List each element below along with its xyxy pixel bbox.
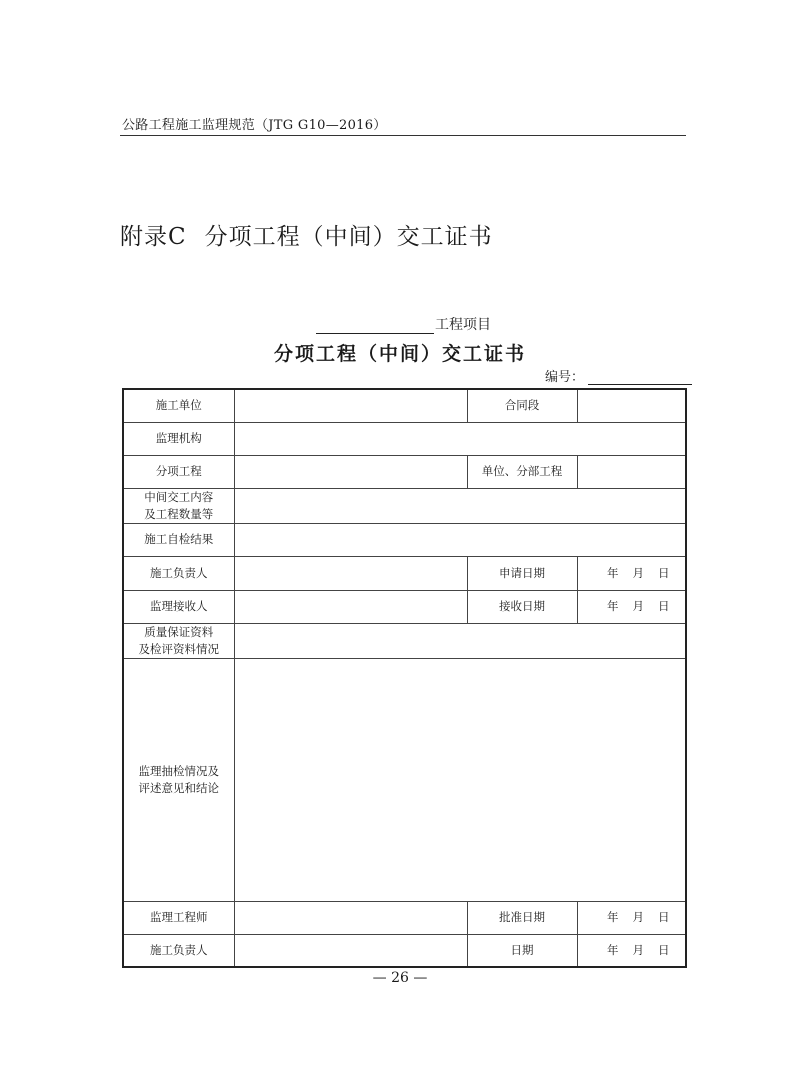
table-row [123,658,686,901]
appendix-title [120,218,493,251]
table-row [123,455,686,488]
table-row [123,556,686,590]
quality-docs-value[interactable] [234,623,686,658]
page-number: — 26 — [372,970,428,986]
inspection-label: 监理抽检情况及 评述意见和结论 [123,658,234,901]
table-row [123,523,686,556]
date-label: 日期 [467,934,577,967]
form-title: 分项工程（中间）交工证书 [273,343,526,365]
receive-date-label: 接收日期 [467,590,577,623]
sub-item-label: 分项工程 [123,455,234,488]
project-name-blank[interactable] [316,317,434,334]
sub-item-value[interactable] [234,455,467,488]
table-row [123,590,686,623]
supervision-engineer-label: 监理工程师 [123,901,234,934]
project-name-line [316,314,491,334]
construction-lead-2-value[interactable] [234,934,467,967]
number-label: 编号： [545,370,585,385]
supervision-receiver-value[interactable] [234,590,467,623]
project-suffix: 工程项目 [435,317,491,333]
quality-docs-label: 质量保证资料 及检评资料情况 [123,623,234,658]
supervision-engineer-value[interactable] [234,901,467,934]
table-row [123,623,686,658]
apply-date-value[interactable]: 年 月 日 [577,556,686,590]
unit-division-label: 单位、分部工程 [467,455,577,488]
contract-section-label: 合同段 [467,389,577,422]
interim-content-value[interactable] [234,488,686,523]
construction-unit-value[interactable] [234,389,467,422]
construction-lead-label: 施工负责人 [123,556,234,590]
unit-division-value[interactable] [577,455,686,488]
number-line [545,366,692,385]
running-header: 公路工程施工监理规范（JTG G10—2016） [122,118,387,133]
approve-date-label: 批准日期 [467,901,577,934]
receive-date-value[interactable]: 年 月 日 [577,590,686,623]
interim-content-label: 中间交工内容 及工程数量等 [123,488,234,523]
appendix-label: 附录C [120,224,187,250]
table-row [123,901,686,934]
contract-section-value[interactable] [577,389,686,422]
table-row [123,934,686,967]
number-blank[interactable] [588,370,692,385]
table-row [123,422,686,455]
construction-lead-2-label: 施工负责人 [123,934,234,967]
self-check-value[interactable] [234,523,686,556]
supervision-receiver-label: 监理接收人 [123,590,234,623]
appendix-title-text: 分项工程（中间）交工证书 [204,224,493,250]
self-check-label: 施工自检结果 [123,523,234,556]
construction-lead-value[interactable] [234,556,467,590]
table-row [123,389,686,422]
construction-unit-label: 施工单位 [123,389,234,422]
certificate-table [122,388,687,968]
apply-date-label: 申请日期 [467,556,577,590]
header-rule [120,135,686,136]
supervision-org-value[interactable] [234,422,686,455]
date-value[interactable]: 年 月 日 [577,934,686,967]
supervision-org-label: 监理机构 [123,422,234,455]
approve-date-value[interactable]: 年 月 日 [577,901,686,934]
table-row [123,488,686,523]
inspection-value[interactable] [234,658,686,901]
